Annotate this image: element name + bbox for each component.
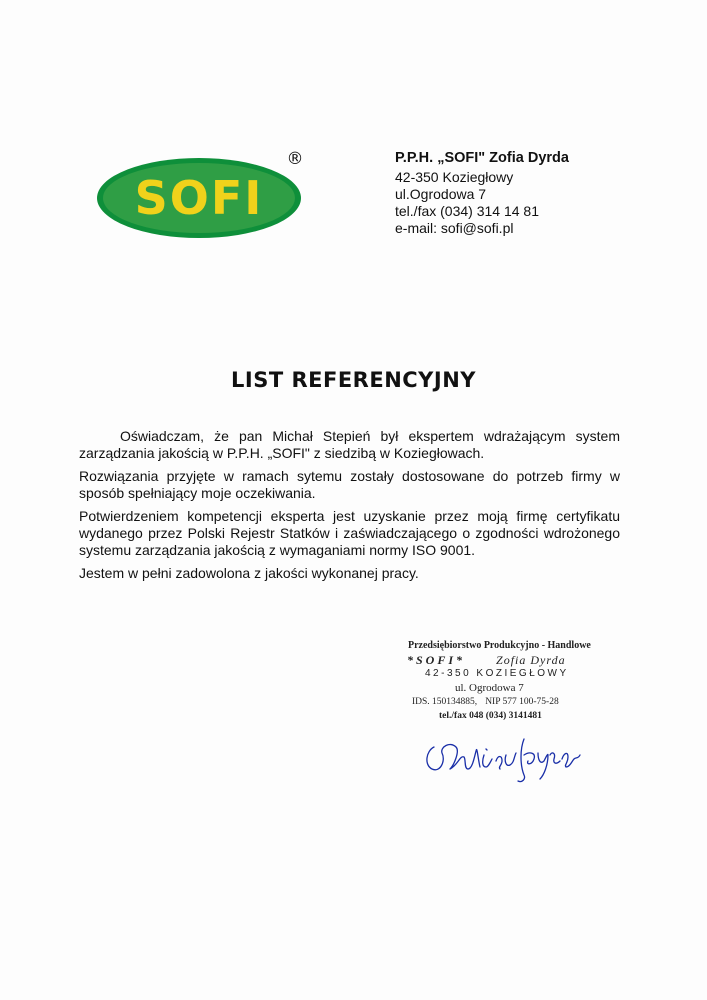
stamp-line-5 bbox=[395, 695, 625, 709]
stamp-line-1: Przedsiębiorstwo Produkcyjno - Handlowe bbox=[408, 640, 591, 651]
company-name: P.P.H. „SOFI" Zofia Dyrda bbox=[395, 150, 569, 166]
stamp-line-4: ul. Ogrodowa 7 bbox=[455, 682, 524, 694]
logo-text: SOFI bbox=[134, 171, 264, 225]
company-postal-city: 42-350 Koziegłowy bbox=[395, 169, 514, 185]
stamp-brand: *SOFI* bbox=[407, 653, 466, 667]
stamp-phone: tel./fax 048 (034) 3141481 bbox=[439, 711, 542, 721]
signature-graphic bbox=[420, 725, 590, 785]
paragraph-1: Oświadczam, że pan Michał Stepień był ekspertem wdrażającym system zarządzania jakością w P.P.H. „SOFI" z siedzibą w Koziegłowach. bbox=[79, 428, 620, 461]
stamp-nip: NIP 577 100-75-28 bbox=[485, 697, 559, 707]
handwritten-signature bbox=[420, 725, 590, 785]
paragraph-4: Jestem w pełni zadowolona z jakości wykonanej pracy. bbox=[79, 565, 419, 581]
sofi-logo-graphic bbox=[97, 148, 307, 238]
stamp-line-2 bbox=[395, 653, 625, 667]
stamp-person: Zofia Dyrda bbox=[496, 653, 566, 667]
company-phone: tel./fax (034) 314 14 81 bbox=[395, 203, 539, 219]
paragraph-3: Potwierdzeniem kompetencji eksperta jest uzyskanie przez moją firmę certyfikatu wydanego przez Polski Rejestr Statków i zaświadczającego o zgodności wdrożonego systemu zarządzania jakością z wymaganiami normy ISO 9001. bbox=[79, 508, 620, 558]
stamp-regon: IDS. 150134885, bbox=[412, 697, 478, 707]
document-title: LIST REFERENCYJNY bbox=[231, 368, 476, 392]
paragraph-2: Rozwiązania przyjęte w ramach sytemu zostały dostosowane do potrzeb firmy w sposób spełniający moje oczekiwania. bbox=[79, 468, 620, 501]
sofi-logo bbox=[97, 148, 307, 238]
company-stamp bbox=[395, 639, 625, 723]
company-email: e-mail: sofi@sofi.pl bbox=[395, 220, 514, 236]
company-header bbox=[395, 150, 685, 237]
company-street: ul.Ogrodowa 7 bbox=[395, 186, 487, 202]
stamp-line-3: 42-350 KOZIEGŁOWY bbox=[425, 668, 569, 679]
letter-body bbox=[79, 428, 620, 588]
registered-mark: ® bbox=[286, 149, 304, 169]
